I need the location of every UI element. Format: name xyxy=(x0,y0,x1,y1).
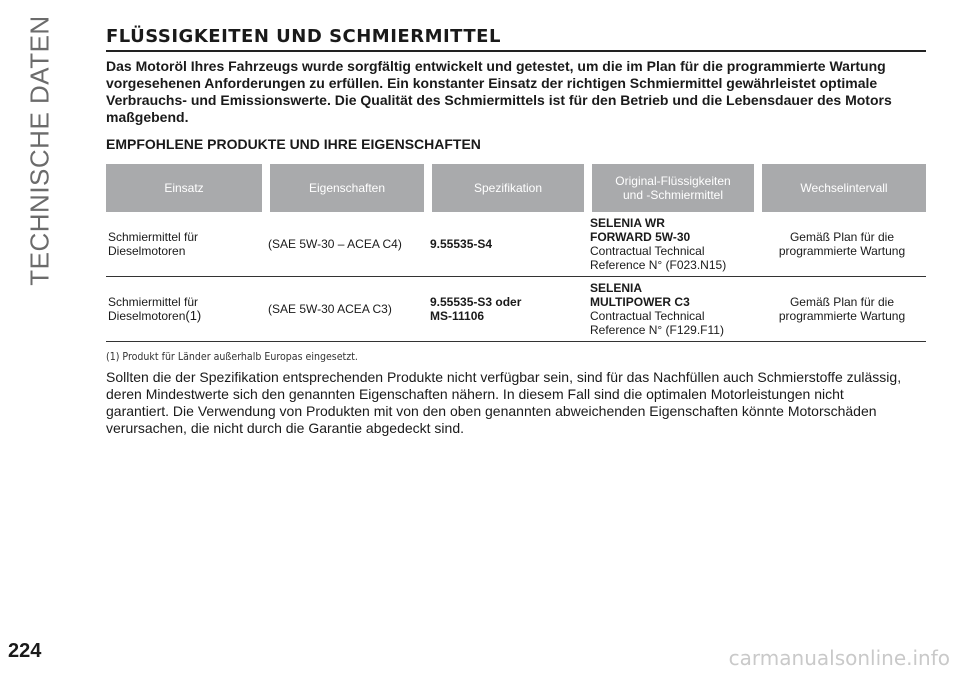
cell-spezifikation xyxy=(428,277,588,342)
header-einsatz: Einsatz xyxy=(106,164,266,212)
section-side-label xyxy=(2,14,78,286)
cell-spezifikation: 9.55535-S4 xyxy=(428,212,588,277)
cell-eigenschaften: (SAE 5W-30 – ACEA C4) xyxy=(266,212,428,277)
footnote-ref: (1) xyxy=(185,308,202,323)
product-line2: MULTIPOWER C3 xyxy=(590,295,690,309)
header-original-line2: und -Schmiermittel xyxy=(622,188,724,202)
interval-line2: programmierte Wartung xyxy=(778,309,906,323)
spezifikation-line1: 9.55535-S3 oder xyxy=(430,295,522,309)
product-line3: Contractual Technical xyxy=(590,244,705,258)
header-eigenschaften: Eigenschaften xyxy=(266,164,428,212)
table-row xyxy=(106,277,926,342)
interval-line1: Gemäß Plan für die xyxy=(789,230,895,244)
body-paragraph: Sollten die der Spezifikation entsprechenden Produkte nicht verfügbar sein, sind für das Nachfüllen auch Schmierstoffe zulässig, deren Mindestwerte sich den genannten Eigenschaften nähern. In diesem Fall sind die optimalen Motorleistungen nicht garantiert. Die Verwendung von Produkten mit von den oben genannten abweichenden Eigenschaften könnte Motorschäden verursachen, die nicht durch die Garantie abgedeckt sind. xyxy=(106,369,902,436)
product-line4: Reference N° (F023.N15) xyxy=(590,258,727,272)
page-number: 224 xyxy=(8,640,42,662)
table-header-row xyxy=(106,164,926,212)
lubricant-table xyxy=(106,164,926,342)
header-original-line1: Original-Flüssigkeiten xyxy=(615,174,731,188)
table-row xyxy=(106,212,926,277)
interval-line2: programmierte Wartung xyxy=(778,244,906,258)
spezifikation-line2: MS-11106 xyxy=(430,309,485,323)
table-footnote: (1) Produkt für Länder außerhalb Europas eingesetzt. xyxy=(106,350,358,363)
product-line3: Contractual Technical xyxy=(590,309,705,323)
intro-paragraph: Das Motoröl Ihres Fahrzeugs wurde sorgfältig entwickelt und getestet, um die im Plan für die programmierte Wartung vorgesehenen Anforderungen zu erfüllen. Ein konstanter Einsatz der richtigen Schmiermittel gewährleistet optimale Verbrauchs- und Emissionswerte. Die Qualität des Schmiermittels ist für den Betrieb und die Lebensdauer des Motors maßgebend. xyxy=(106,58,892,125)
cell-product xyxy=(588,212,758,277)
cell-product xyxy=(588,277,758,342)
cell-eigenschaften: (SAE 5W-30 ACEA C3) xyxy=(266,277,428,342)
watermark: carmanualsonline.info xyxy=(728,646,950,670)
product-line4: Reference N° (F129.F11) xyxy=(590,323,724,337)
cell-einsatz xyxy=(106,277,266,342)
cell-einsatz xyxy=(106,212,266,277)
einsatz-line2: Dieselmotoren xyxy=(108,309,186,323)
product-line1: SELENIA xyxy=(590,281,643,295)
header-spezifikation: Spezifikation xyxy=(428,164,588,212)
einsatz-line2: Dieselmotoren xyxy=(108,244,186,258)
cell-interval xyxy=(758,212,926,277)
einsatz-line1: Schmiermittel für xyxy=(108,295,199,309)
header-wechselintervall: Wechselintervall xyxy=(758,164,926,212)
page-content xyxy=(106,26,926,437)
section-side-label-text: TECHNISCHE DATEN xyxy=(24,14,55,286)
cell-interval xyxy=(758,277,926,342)
header-original xyxy=(588,164,758,212)
einsatz-line1: Schmiermittel für xyxy=(108,230,199,244)
product-line1: SELENIA WR xyxy=(590,216,665,230)
page-title: FLÜSSIGKEITEN UND SCHMIERMITTEL xyxy=(106,26,926,52)
product-line2: FORWARD 5W-30 xyxy=(590,230,691,244)
table-title: EMPFOHLENE PRODUKTE UND IHRE EIGENSCHAFTEN xyxy=(106,136,481,152)
interval-line1: Gemäß Plan für die xyxy=(789,295,895,309)
